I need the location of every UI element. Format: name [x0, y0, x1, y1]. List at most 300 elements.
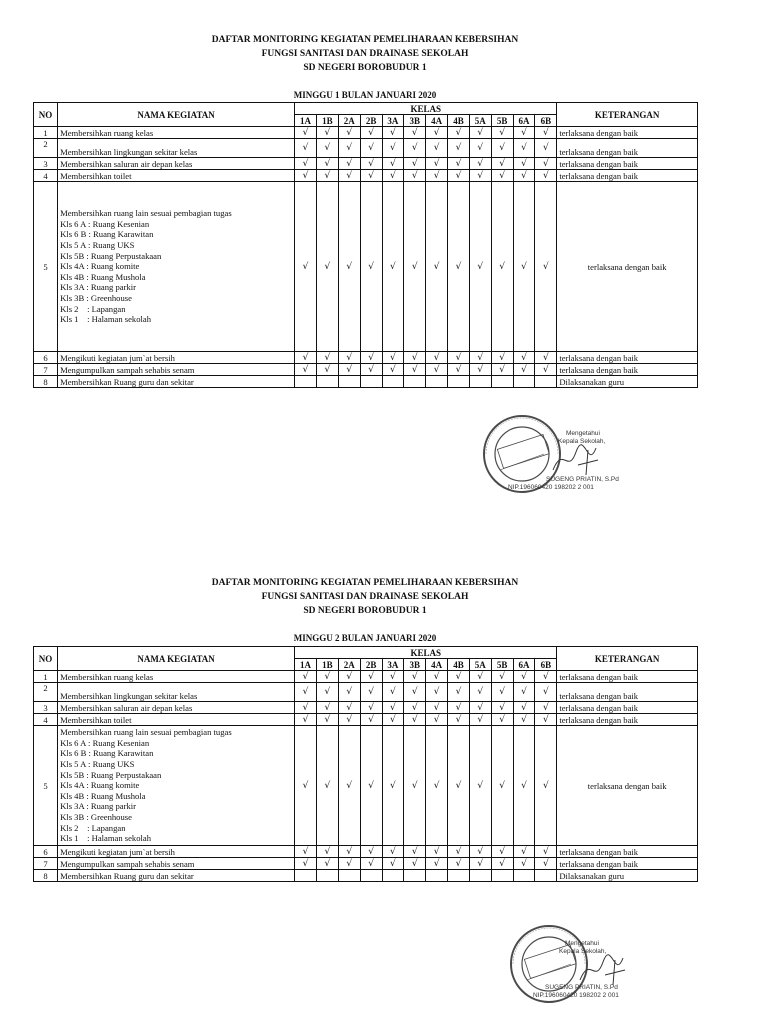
check-cell-2b — [360, 870, 382, 882]
column-header-class-1b: 1B — [316, 115, 338, 127]
activity-line: Kls 3A : Ruang parkir — [60, 801, 136, 812]
check-cell-5a: √ — [469, 671, 491, 683]
column-header-class-6a: 6A — [513, 659, 535, 671]
check-cell-3a: √ — [382, 671, 404, 683]
check-cell-4a: √ — [426, 714, 448, 726]
check-cell-5b: √ — [491, 671, 513, 683]
column-header-class-4b: 4B — [448, 115, 470, 127]
check-cell-5a: √ — [469, 683, 491, 702]
activity-line: Kls 2 : Lapangan — [60, 822, 126, 833]
monitoring-table — [33, 646, 698, 882]
activity-name: Membersihkan Ruang guru dan sekitar — [58, 870, 295, 882]
check-cell-1a: √ — [295, 683, 317, 702]
activity-line: Kls 5 A : Ruang UKS — [60, 759, 135, 770]
check-cell-1a: √ — [295, 127, 317, 139]
check-cell-6b — [535, 376, 557, 388]
check-cell-6b: √ — [535, 127, 557, 139]
check-cell-6b: √ — [535, 726, 557, 846]
row-number: 6 — [34, 846, 58, 858]
keterangan-cell: terlaksana dengan baik — [557, 170, 698, 182]
check-cell-2b: √ — [360, 127, 382, 139]
check-cell-3b: √ — [404, 158, 426, 170]
check-cell-4a: √ — [426, 702, 448, 714]
monitoring-table — [33, 102, 698, 388]
check-cell-5a: √ — [469, 846, 491, 858]
activity-name: Mengumpulkan sampah sehabis senam — [58, 364, 295, 376]
check-cell-4b: √ — [448, 352, 470, 364]
activity-line: Membersihkan ruang lain sesuai pembagian tugas — [60, 208, 232, 219]
check-cell-4a: √ — [426, 158, 448, 170]
column-header-class-2b: 2B — [360, 659, 382, 671]
check-cell-1b: √ — [316, 170, 338, 182]
keterangan-cell: terlaksana dengan baik — [557, 127, 698, 139]
check-cell-1b: √ — [316, 714, 338, 726]
check-cell-5b: √ — [491, 127, 513, 139]
keterangan-cell: Dilaksanakan guru — [557, 870, 698, 882]
check-cell-4b: √ — [448, 127, 470, 139]
column-header-activity: NAMA KEGIATAN — [58, 647, 295, 671]
check-cell-2a: √ — [338, 683, 360, 702]
check-cell-3a: √ — [382, 170, 404, 182]
activity-line: Kls 2 : Lapangan — [60, 303, 126, 314]
row-number: 5 — [34, 182, 58, 352]
check-cell-6a — [513, 376, 535, 388]
row-number: 8 — [34, 376, 58, 388]
activity-name: Membersihkan ruang kelas — [58, 671, 295, 683]
school-stamp — [478, 410, 628, 490]
check-cell-1b: √ — [316, 139, 338, 158]
activity-name: Mengikuti kegiatan jum`at bersih — [58, 846, 295, 858]
heading-line-1: DAFTAR MONITORING KEGIATAN PEMELIHARAAN KEBERSIHAN — [211, 578, 519, 588]
check-cell-4a: √ — [426, 671, 448, 683]
check-cell-1b: √ — [316, 683, 338, 702]
row-number: 2 — [34, 139, 58, 158]
row-number: 8 — [34, 870, 58, 882]
activity-name: Membersihkan toilet — [58, 714, 295, 726]
heading-line-2: FUNGSI SANITASI DAN DRAINASE SEKOLAH — [261, 49, 469, 59]
check-cell-1b: √ — [316, 726, 338, 846]
check-cell-2b: √ — [360, 683, 382, 702]
check-cell-3b: √ — [404, 139, 426, 158]
check-cell-6b: √ — [535, 158, 557, 170]
check-cell-5b: √ — [491, 702, 513, 714]
check-cell-2a: √ — [338, 846, 360, 858]
check-cell-3a: √ — [382, 714, 404, 726]
heading-line-3: SD NEGERI BOROBUDUR 1 — [303, 606, 427, 616]
check-cell-3b: √ — [404, 858, 426, 870]
activity-name: Membersihkan saluran air depan kelas — [58, 158, 295, 170]
column-header-class-2a: 2A — [338, 659, 360, 671]
check-cell-1b: √ — [316, 352, 338, 364]
stamp-nip: NIP.196060420 198202 2 001 — [508, 484, 594, 491]
check-cell-5b: √ — [491, 683, 513, 702]
table-row — [34, 726, 698, 846]
check-cell-6b: √ — [535, 671, 557, 683]
check-cell-2b: √ — [360, 671, 382, 683]
activity-line: Kls 6 A : Ruang Kesenian — [60, 218, 150, 229]
activity-name: Membersihkan ruang kelas — [58, 127, 295, 139]
row-number: 7 — [34, 364, 58, 376]
activity-line: Kls 1 : Halaman sekolah — [60, 314, 152, 325]
column-header-class-5a: 5A — [469, 115, 491, 127]
activity-line: Kls 3A : Ruang parkir — [60, 282, 136, 293]
check-cell-6b: √ — [535, 170, 557, 182]
activity-name — [58, 726, 295, 846]
check-cell-5a — [469, 870, 491, 882]
check-cell-4b: √ — [448, 158, 470, 170]
column-header-class-1a: 1A — [295, 659, 317, 671]
column-header-class-5b: 5B — [491, 115, 513, 127]
check-cell-3b: √ — [404, 671, 426, 683]
check-cell-1a: √ — [295, 170, 317, 182]
check-cell-3b: √ — [404, 726, 426, 846]
keterangan-cell: terlaksana dengan baik — [557, 182, 698, 352]
check-cell-4b: √ — [448, 702, 470, 714]
check-cell-1a: √ — [295, 858, 317, 870]
check-cell-6b — [535, 870, 557, 882]
check-cell-5a: √ — [469, 139, 491, 158]
check-cell-4b: √ — [448, 714, 470, 726]
check-cell-6b: √ — [535, 352, 557, 364]
check-cell-2a — [338, 376, 360, 388]
check-cell-2a: √ — [338, 139, 360, 158]
check-cell-2a: √ — [338, 170, 360, 182]
check-cell-4a: √ — [426, 352, 448, 364]
keterangan-cell: terlaksana dengan baik — [557, 858, 698, 870]
stamp-nip: NIP.196060420 198202 2 001 — [533, 992, 619, 999]
week-title: MINGGU 1 BULAN JANUARI 2020 — [293, 90, 437, 100]
stamp-name: SUGENG PRIATIN, S.Pd — [546, 476, 619, 483]
check-cell-6b: √ — [535, 683, 557, 702]
check-cell-3b: √ — [404, 714, 426, 726]
activity-line: Kls 5B : Ruang Perpustakaan — [60, 769, 162, 780]
check-cell-6a: √ — [513, 846, 535, 858]
check-cell-6b: √ — [535, 858, 557, 870]
check-cell-3b — [404, 376, 426, 388]
column-header-class-4b: 4B — [448, 659, 470, 671]
activity-name: Membersihkan saluran air depan kelas — [58, 702, 295, 714]
check-cell-3b: √ — [404, 170, 426, 182]
check-cell-6a: √ — [513, 714, 535, 726]
check-cell-1a: √ — [295, 364, 317, 376]
column-header-keterangan: KETERANGAN — [557, 647, 698, 671]
check-cell-3b: √ — [404, 846, 426, 858]
check-cell-2a: √ — [338, 726, 360, 846]
table-row — [34, 139, 698, 158]
check-cell-3a: √ — [382, 158, 404, 170]
check-cell-1a: √ — [295, 352, 317, 364]
column-header-class-5b: 5B — [491, 659, 513, 671]
check-cell-5a: √ — [469, 726, 491, 846]
check-cell-1b: √ — [316, 702, 338, 714]
check-cell-6a: √ — [513, 170, 535, 182]
check-cell-6a: √ — [513, 158, 535, 170]
check-cell-3a: √ — [382, 683, 404, 702]
check-cell-5a: √ — [469, 702, 491, 714]
check-cell-1b: √ — [316, 671, 338, 683]
table-row — [34, 714, 698, 726]
keterangan-cell: terlaksana dengan baik — [557, 714, 698, 726]
check-cell-2b: √ — [360, 139, 382, 158]
check-cell-6a: √ — [513, 364, 535, 376]
check-cell-2b: √ — [360, 714, 382, 726]
check-cell-3a — [382, 870, 404, 882]
check-cell-4a: √ — [426, 364, 448, 376]
column-header-class-2a: 2A — [338, 115, 360, 127]
row-number: 3 — [34, 702, 58, 714]
check-cell-1a: √ — [295, 139, 317, 158]
check-cell-2b: √ — [360, 858, 382, 870]
check-cell-2a: √ — [338, 364, 360, 376]
activity-name: Mengikuti kegiatan jum`at bersih — [58, 352, 295, 364]
activity-name: Membersihkan lingkungan sekitar kelas — [58, 683, 295, 702]
column-header-class-4a: 4A — [426, 115, 448, 127]
activity-line: Kls 6 B : Ruang Karawitan — [60, 748, 154, 759]
row-number: 7 — [34, 858, 58, 870]
check-cell-2a: √ — [338, 702, 360, 714]
check-cell-4b: √ — [448, 170, 470, 182]
check-cell-6b: √ — [535, 702, 557, 714]
check-cell-5b: √ — [491, 182, 513, 352]
check-cell-3a: √ — [382, 182, 404, 352]
keterangan-cell: terlaksana dengan baik — [557, 846, 698, 858]
check-cell-4b: √ — [448, 726, 470, 846]
column-header-class-6b: 6B — [535, 115, 557, 127]
check-cell-2a — [338, 870, 360, 882]
check-cell-5a: √ — [469, 858, 491, 870]
stamp-role: Kepala Sekolah, — [559, 948, 607, 955]
keterangan-cell: terlaksana dengan baik — [557, 352, 698, 364]
check-cell-6a: √ — [513, 671, 535, 683]
check-cell-2b: √ — [360, 702, 382, 714]
activity-name: Mengumpulkan sampah sehabis senam — [58, 858, 295, 870]
column-header-class-3a: 3A — [382, 659, 404, 671]
check-cell-6b: √ — [535, 846, 557, 858]
check-cell-5a: √ — [469, 714, 491, 726]
check-cell-4b: √ — [448, 139, 470, 158]
table-row — [34, 683, 698, 702]
row-number: 5 — [34, 726, 58, 846]
row-number: 1 — [34, 127, 58, 139]
table-row — [34, 182, 698, 352]
check-cell-4b: √ — [448, 671, 470, 683]
activity-line: Kls 4A : Ruang komite — [60, 780, 140, 791]
column-header-class-2b: 2B — [360, 115, 382, 127]
check-cell-1b: √ — [316, 846, 338, 858]
check-cell-3a: √ — [382, 702, 404, 714]
check-cell-6a: √ — [513, 352, 535, 364]
row-number: 6 — [34, 352, 58, 364]
check-cell-1b: √ — [316, 182, 338, 352]
check-cell-5b — [491, 870, 513, 882]
check-cell-2b: √ — [360, 170, 382, 182]
check-cell-6b: √ — [535, 364, 557, 376]
check-cell-3a: √ — [382, 139, 404, 158]
check-cell-4b — [448, 870, 470, 882]
check-cell-3a: √ — [382, 858, 404, 870]
check-cell-2a: √ — [338, 182, 360, 352]
check-cell-2a: √ — [338, 714, 360, 726]
check-cell-1b: √ — [316, 158, 338, 170]
column-header-no: NO — [34, 647, 58, 671]
check-cell-2a: √ — [338, 858, 360, 870]
check-cell-3b: √ — [404, 352, 426, 364]
check-cell-6a: √ — [513, 858, 535, 870]
activity-name: Membersihkan lingkungan sekitar kelas — [58, 139, 295, 158]
check-cell-2b — [360, 376, 382, 388]
row-number: 1 — [34, 671, 58, 683]
check-cell-5b: √ — [491, 352, 513, 364]
check-cell-3a: √ — [382, 127, 404, 139]
activity-line: Kls 1 : Halaman sekolah — [60, 833, 152, 844]
check-cell-4a: √ — [426, 858, 448, 870]
check-cell-1b: √ — [316, 858, 338, 870]
check-cell-4a: √ — [426, 170, 448, 182]
column-header-no: NO — [34, 103, 58, 127]
document-heading — [0, 576, 730, 618]
column-header-class-6a: 6A — [513, 115, 535, 127]
check-cell-2b: √ — [360, 726, 382, 846]
check-cell-3b: √ — [404, 364, 426, 376]
check-cell-1a — [295, 870, 317, 882]
check-cell-5b: √ — [491, 726, 513, 846]
check-cell-2a: √ — [338, 127, 360, 139]
check-cell-5a: √ — [469, 352, 491, 364]
check-cell-1a: √ — [295, 182, 317, 352]
check-cell-3b: √ — [404, 683, 426, 702]
check-cell-4a: √ — [426, 726, 448, 846]
activity-line: Kls 4A : Ruang komite — [60, 261, 140, 272]
check-cell-1a: √ — [295, 671, 317, 683]
table-row — [34, 671, 698, 683]
column-header-class-1b: 1B — [316, 659, 338, 671]
column-header-class-3b: 3B — [404, 659, 426, 671]
column-header-kelas: KELAS — [295, 647, 557, 659]
check-cell-5a: √ — [469, 182, 491, 352]
document-heading — [0, 33, 730, 75]
check-cell-2b: √ — [360, 364, 382, 376]
keterangan-cell: terlaksana dengan baik — [557, 702, 698, 714]
activity-line: Kls 3B : Greenhouse — [60, 292, 132, 303]
check-cell-3b: √ — [404, 182, 426, 352]
activity-line: Kls 4B : Ruang Mushola — [60, 271, 146, 282]
check-cell-2a: √ — [338, 352, 360, 364]
table-row — [34, 170, 698, 182]
column-header-kelas: KELAS — [295, 103, 557, 115]
check-cell-4b: √ — [448, 683, 470, 702]
check-cell-3a — [382, 376, 404, 388]
keterangan-cell: terlaksana dengan baik — [557, 683, 698, 702]
check-cell-3b — [404, 870, 426, 882]
check-cell-4b — [448, 376, 470, 388]
stamp-role: Kepala Sekolah, — [558, 438, 606, 445]
check-cell-1b: √ — [316, 364, 338, 376]
check-cell-4a: √ — [426, 139, 448, 158]
check-cell-2b: √ — [360, 846, 382, 858]
activity-line: Kls 6 A : Ruang Kesenian — [60, 737, 150, 748]
check-cell-6a: √ — [513, 702, 535, 714]
table-row — [34, 127, 698, 139]
check-cell-3a: √ — [382, 352, 404, 364]
check-cell-1b: √ — [316, 127, 338, 139]
heading-line-3: SD NEGERI BOROBUDUR 1 — [303, 63, 427, 73]
keterangan-cell: Dilaksanakan guru — [557, 376, 698, 388]
activity-line: Kls 5B : Ruang Perpustakaan — [60, 250, 162, 261]
table-row — [34, 858, 698, 870]
column-header-class-3a: 3A — [382, 115, 404, 127]
column-header-activity: NAMA KEGIATAN — [58, 103, 295, 127]
check-cell-6a: √ — [513, 683, 535, 702]
check-cell-4a — [426, 376, 448, 388]
check-cell-5b: √ — [491, 170, 513, 182]
signature-icon — [548, 440, 608, 480]
heading-line-1: DAFTAR MONITORING KEGIATAN PEMELIHARAAN KEBERSIHAN — [211, 35, 519, 45]
activity-name — [58, 182, 295, 352]
check-cell-2a: √ — [338, 671, 360, 683]
column-header-class-4a: 4A — [426, 659, 448, 671]
check-cell-4b: √ — [448, 846, 470, 858]
table-row — [34, 158, 698, 170]
table-row — [34, 364, 698, 376]
keterangan-cell: terlaksana dengan baik — [557, 139, 698, 158]
activity-name: Membersihkan Ruang guru dan sekitar — [58, 376, 295, 388]
row-number: 2 — [34, 683, 58, 702]
row-number: 3 — [34, 158, 58, 170]
check-cell-2b: √ — [360, 158, 382, 170]
check-cell-5b: √ — [491, 139, 513, 158]
check-cell-6a — [513, 870, 535, 882]
check-cell-6a: √ — [513, 127, 535, 139]
check-cell-5b: √ — [491, 158, 513, 170]
check-cell-2b: √ — [360, 352, 382, 364]
stamp-mengetahui: Mengetahui — [565, 940, 599, 947]
check-cell-3a: √ — [382, 364, 404, 376]
column-header-keterangan: KETERANGAN — [557, 103, 698, 127]
check-cell-6a: √ — [513, 726, 535, 846]
check-cell-5a: √ — [469, 364, 491, 376]
check-cell-6b: √ — [535, 139, 557, 158]
keterangan-cell: terlaksana dengan baik — [557, 158, 698, 170]
check-cell-5a — [469, 376, 491, 388]
check-cell-5b: √ — [491, 858, 513, 870]
column-header-class-3b: 3B — [404, 115, 426, 127]
check-cell-6b: √ — [535, 714, 557, 726]
check-cell-3b: √ — [404, 702, 426, 714]
keterangan-cell: terlaksana dengan baik — [557, 364, 698, 376]
check-cell-2b: √ — [360, 182, 382, 352]
check-cell-4a: √ — [426, 127, 448, 139]
check-cell-5b: √ — [491, 714, 513, 726]
check-cell-1a: √ — [295, 846, 317, 858]
activity-line: Kls 5 A : Ruang UKS — [60, 240, 135, 251]
check-cell-5b — [491, 376, 513, 388]
table-row — [34, 846, 698, 858]
heading-line-2: FUNGSI SANITASI DAN DRAINASE SEKOLAH — [261, 592, 469, 602]
stamp-name: SUGENG PRIATIN, S.Pd — [545, 984, 618, 991]
check-cell-1a — [295, 376, 317, 388]
check-cell-5a: √ — [469, 170, 491, 182]
stamp-mengetahui: Mengetahui — [566, 430, 600, 437]
table-row — [34, 702, 698, 714]
check-cell-1b — [316, 376, 338, 388]
check-cell-1a: √ — [295, 158, 317, 170]
check-cell-4b: √ — [448, 364, 470, 376]
check-cell-1a: √ — [295, 726, 317, 846]
check-cell-3a: √ — [382, 846, 404, 858]
check-cell-4a: √ — [426, 182, 448, 352]
keterangan-cell: terlaksana dengan baik — [557, 671, 698, 683]
column-header-class-6b: 6B — [535, 659, 557, 671]
